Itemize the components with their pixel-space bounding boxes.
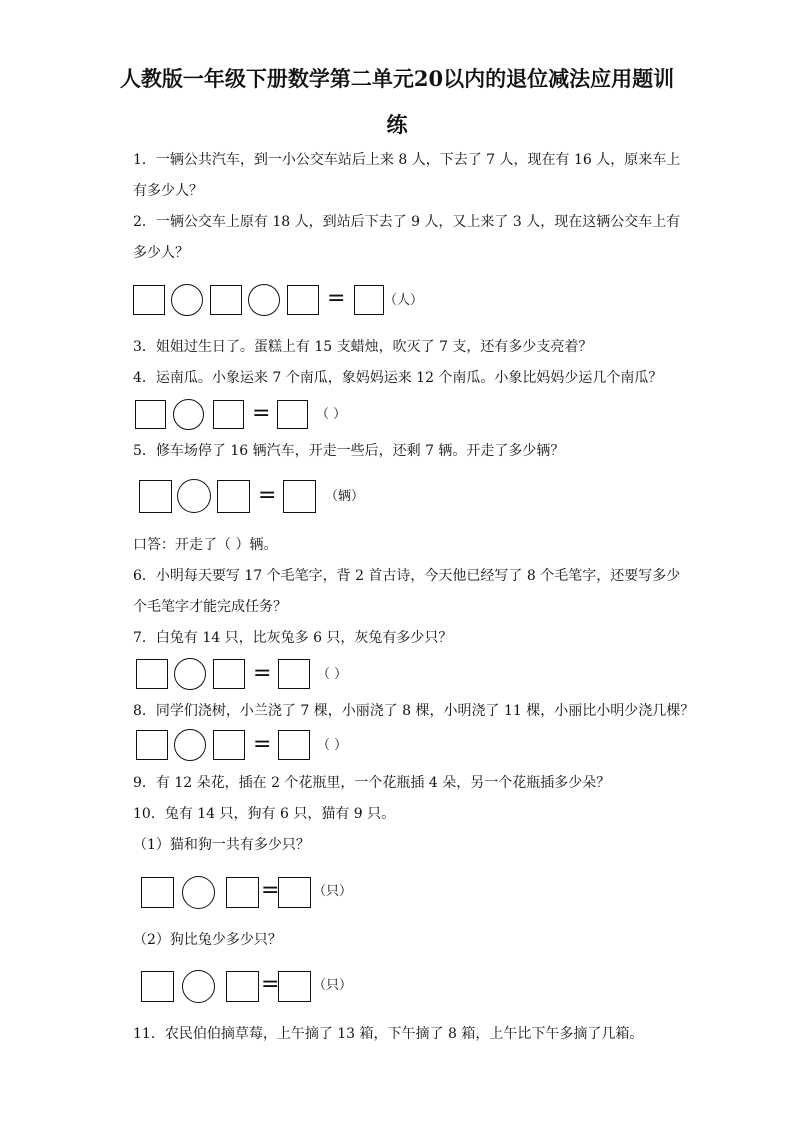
answer-box[interactable]: [141, 877, 174, 908]
answer-box[interactable]: [283, 480, 316, 513]
answer-box[interactable]: [278, 730, 310, 760]
question-6-line-1: 6．小明每天要写 17 个毛笔字，背 2 首古诗，今天他已经写了 8 个毛笔字，还要写多少: [133, 568, 681, 584]
answer-box[interactable]: [213, 730, 245, 760]
equation-row-q4: [0, 398, 794, 438]
operator-circle[interactable]: [174, 658, 206, 690]
question-1-line-1: 1．一辆公共汽车，到一小公交车站后上来 8 人，下去了 7 人，现在有 16 人，原来车上: [133, 152, 681, 168]
operator-circle[interactable]: [248, 284, 280, 316]
answer-box[interactable]: [213, 400, 244, 429]
unit-label: （只）: [313, 978, 353, 993]
unit-label: （ ）: [317, 667, 348, 682]
question-9: 9．有 12 朵花，插在 2 个花瓶里，一个花瓶插 4 朵，另一个花瓶插多少朵？: [133, 775, 611, 791]
equals-sign: =: [327, 286, 346, 311]
answer-box[interactable]: [277, 400, 308, 429]
question-10: 10．兔有 14 只，狗有 6 只，猫有 9 只。: [133, 806, 396, 822]
page-title: 人教版一年级下册数学第二单元20以内的退位减法应用题训: [119, 66, 675, 91]
equation-row-q8: [0, 728, 794, 768]
question-10-part-1: （1）猫和狗一共有多少只？: [133, 837, 310, 853]
unit-label: （只）: [313, 884, 353, 899]
equals-sign: =: [261, 878, 280, 903]
unit-label: （ ）: [316, 407, 347, 422]
answer-box[interactable]: [278, 971, 311, 1002]
question-2-line-1: 2．一辆公交车上原有 18 人，到站后下去了 9 人，又上来了 3 人，现在这辆公交车上有: [133, 214, 681, 230]
operator-circle[interactable]: [173, 399, 204, 430]
question-6-line-2: 个毛笔字才能完成任务？: [133, 599, 287, 615]
operator-circle[interactable]: [182, 970, 215, 1003]
answer-box[interactable]: [278, 659, 310, 689]
operator-circle[interactable]: [177, 479, 211, 513]
question-10-part-2: （2）狗比兔少多少只？: [133, 932, 282, 948]
page-title-continued: 练: [386, 112, 408, 137]
answer-box[interactable]: [136, 730, 168, 760]
answer-box[interactable]: [217, 480, 250, 513]
unit-label: （人）: [384, 293, 424, 308]
equation-row-q5: [0, 478, 794, 518]
operator-circle[interactable]: [171, 284, 203, 316]
answer-box[interactable]: [213, 659, 245, 689]
question-3: 3．姐姐过生日了。蛋糕上有 15 支蜡烛，吹灭了 7 支，还有多少支亮着？: [133, 339, 593, 355]
oral-answer: 口答：开走了（ ）辆。: [133, 537, 278, 553]
equation-row-q10-2: [0, 968, 794, 1008]
answer-box[interactable]: [226, 971, 259, 1002]
answer-box[interactable]: [226, 877, 259, 908]
question-11: 11．农民伯伯摘草莓，上午摘了 13 箱，下午摘了 8 箱，上午比下午多摘了几箱。: [133, 1026, 644, 1042]
unit-label: （辆）: [325, 489, 365, 504]
answer-box[interactable]: [136, 659, 168, 689]
equals-sign: =: [252, 401, 271, 426]
answer-box[interactable]: [141, 971, 174, 1002]
unit-label: （ ）: [317, 738, 348, 753]
equation-row-q10-1: [0, 874, 794, 914]
equals-sign: =: [253, 732, 272, 757]
equation-row-q7: [0, 657, 794, 697]
equals-sign: =: [261, 972, 280, 997]
question-2-line-2: 多少人？: [133, 245, 189, 261]
answer-box[interactable]: [135, 400, 166, 429]
answer-box[interactable]: [133, 285, 165, 315]
equals-sign: =: [253, 661, 272, 686]
question-4: 4．运南瓜。小象运来 7 个南瓜，象妈妈运来 12 个南瓜。小象比妈妈少运几个南瓜？: [133, 370, 663, 386]
question-1-line-2: 有多少人？: [133, 183, 203, 199]
answer-box[interactable]: [287, 285, 319, 315]
answer-box[interactable]: [354, 285, 384, 315]
question-5: 5．修车场停了 16 辆汽车，开走一些后，还剩 7 辆。开走了多少辆？: [133, 443, 565, 459]
question-7: 7．白兔有 14 只，比灰兔多 6 只，灰兔有多少只？: [133, 630, 453, 646]
equals-sign: =: [258, 483, 277, 508]
question-8: 8．同学们浇树，小兰浇了 7 棵，小丽浇了 8 棵，小明浇了 11 棵，小丽比小明少浇几棵？: [133, 703, 695, 719]
equation-row-q2: [0, 282, 794, 322]
operator-circle[interactable]: [174, 729, 206, 761]
answer-box[interactable]: [278, 877, 311, 908]
operator-circle[interactable]: [182, 876, 215, 909]
answer-box[interactable]: [210, 285, 242, 315]
answer-box[interactable]: [139, 480, 172, 513]
